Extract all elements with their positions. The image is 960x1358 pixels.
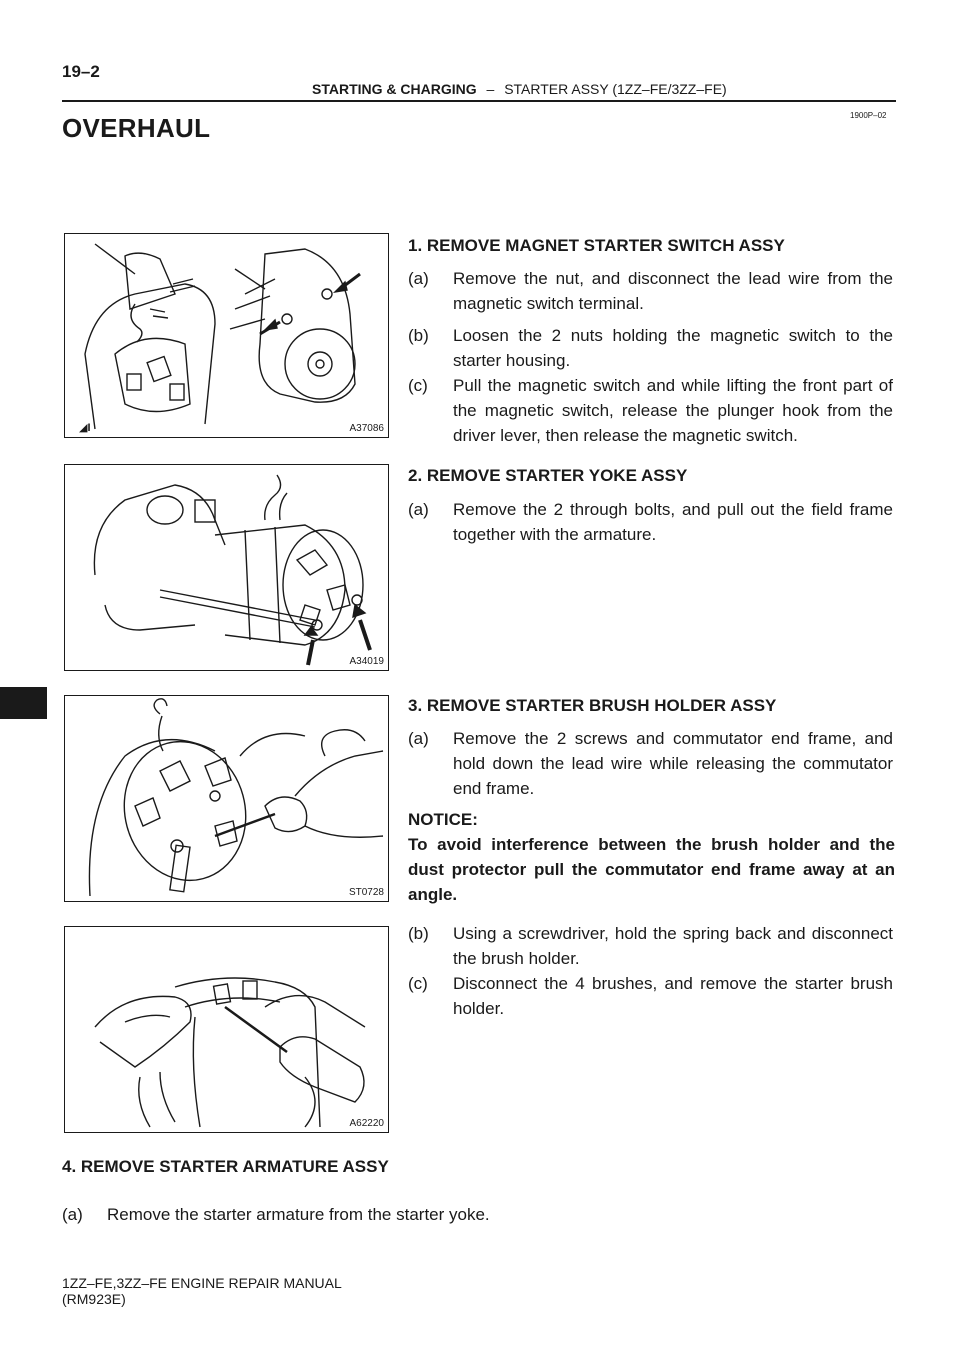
item-label: (a) [408,729,429,748]
item-text: Remove the 2 through bolts, and pull out the field frame together with the armature. [453,500,893,544]
figure-id: A62220 [349,1118,384,1129]
item-label: (a) [408,500,429,519]
item-label: (a) [408,269,429,288]
item-text: Remove the 2 screws and commutator end frame, and hold down the lead wire while releasing the commutator end frame. [453,729,893,798]
header-rule [62,100,896,102]
starter-yoke-illustration [65,465,387,669]
running-header [312,81,727,97]
item-label: (c) [408,974,428,993]
notice-text: To avoid interference between the brush holder and the dust protector pull the commutator end frame away at an angle. [408,835,895,904]
header-separator: – [486,81,495,97]
section-title: STARTING & CHARGING [312,81,477,97]
figure-id: A37086 [349,423,384,434]
item-label: (a) [62,1205,83,1224]
page-number: 19–2 [62,62,100,81]
footer-manual-code: (RM923E) [62,1291,126,1307]
step-3-heading: 3. REMOVE STARTER BRUSH HOLDER ASSY [408,696,777,715]
item-label: (b) [408,924,429,943]
figure-magnet-switch [64,233,389,438]
item-text: Loosen the 2 nuts holding the magnetic switch to the starter housing. [453,326,893,370]
page-title: OVERHAUL [62,113,211,143]
brush-holder-illustration [65,696,387,900]
figure-disconnect-brushes [64,926,389,1133]
item-text: Pull the magnetic switch and while lifting the front part of the magnetic switch, release the plunger hook from the driver lever, then release the magnetic switch. [453,376,893,445]
document-code: 1900P–02 [850,111,887,120]
section-tab-marker [0,687,47,719]
notice-label: NOTICE: [408,810,478,829]
step-4-heading: 4. REMOVE STARTER ARMATURE ASSY [62,1157,389,1176]
item-text: Using a screwdriver, hold the spring back and disconnect the brush holder. [453,924,893,968]
brush-removal-illustration [65,927,387,1131]
footer-manual-title: 1ZZ–FE,3ZZ–FE ENGINE REPAIR MANUAL [62,1275,342,1291]
figure-id: ST0728 [348,887,384,898]
figure-mark: ◢I [79,422,91,434]
figure-id: A34019 [349,656,384,667]
subsection-title: STARTER ASSY (1ZZ–FE/3ZZ–FE) [504,81,727,97]
magnet-switch-illustration [65,234,387,436]
item-text: Remove the nut, and disconnect the lead wire from the magnetic switch terminal. [453,269,893,313]
figure-starter-yoke [64,464,389,671]
step-2-heading: 2. REMOVE STARTER YOKE ASSY [408,466,688,485]
figure-brush-holder [64,695,389,902]
step-1-heading: 1. REMOVE MAGNET STARTER SWITCH ASSY [408,236,785,255]
item-label: (b) [408,326,429,345]
item-text: Remove the starter armature from the starter yoke. [107,1205,490,1224]
item-label: (c) [408,376,428,395]
item-text: Disconnect the 4 brushes, and remove the starter brush holder. [453,974,893,1018]
